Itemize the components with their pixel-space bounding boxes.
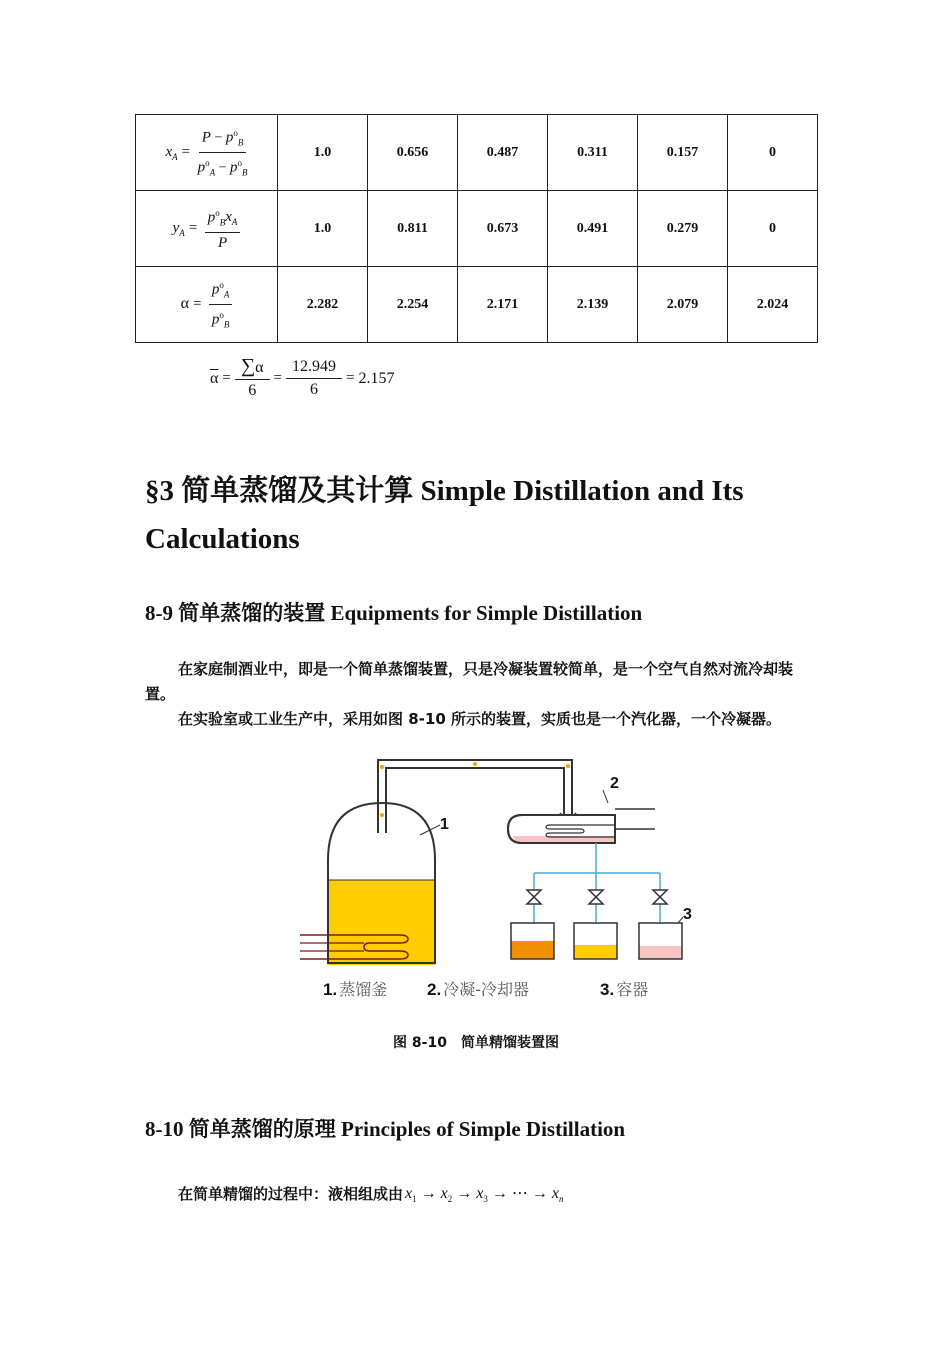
table-cell: 2.079 [638, 267, 728, 343]
table-cell: 0 [728, 191, 818, 267]
legend-condenser: 2. 冷凝-冷却器 [427, 980, 529, 999]
formula-ya: $y_A$ = $\frac{p^o_Bx_A}{P}$ [136, 191, 278, 267]
table-row [136, 191, 818, 267]
formula-xa: $x_A$ = $\frac{P - p^o_B}{p^o_A - p^o_B}$ [136, 115, 278, 191]
table-cell: 1.0 [278, 115, 368, 191]
formula-alpha: α = $\frac{p^o_A}{p^o_B}$ [136, 267, 278, 343]
legend-container: 3. 容器 [600, 980, 649, 999]
subsection-title-8-9: 8-9 简单蒸馏的装置 Equipments for Simple Distillation [145, 601, 643, 625]
table-cell: 2.139 [548, 267, 638, 343]
table-cell: 0.157 [638, 115, 728, 191]
table-cell: 0.311 [548, 115, 638, 191]
table-cell: 0.673 [458, 191, 548, 267]
process-text: 在简单精馏的过程中：液相组成由 [178, 1185, 404, 1204]
process-sentence [178, 1183, 563, 1204]
figure-caption: 图 8-10 简单精馏装置图 [393, 1035, 559, 1051]
table-row [136, 115, 818, 191]
simple-distillation-diagram [290, 755, 690, 1005]
table-cell: 2.254 [368, 267, 458, 343]
average-alpha-result: 2.157 [358, 369, 395, 387]
paragraph-lab-equipment: 在实验室或工业生产中，采用如图 8-10 所示的装置，实质也是一个汽化器，一个冷凝器。 [178, 710, 781, 728]
subsection-title-8-10: 8-10 简单蒸馏的原理 Principles of Simple Distillation [145, 1117, 626, 1141]
label-1: 1 [440, 816, 449, 833]
label-3: 3 [683, 906, 692, 923]
table-cell: 0.656 [368, 115, 458, 191]
average-alpha-formula: $\overline{\alpha}$ = $\frac{\sum\alpha}{6}$ = $\frac{12.949}{6}$ = 2.157 [210, 355, 395, 399]
composition-sequence: $x_1 \to x_2 \to x_3$ → ⋯ → $x_n$ [405, 1185, 564, 1205]
table-cell: 0.487 [458, 115, 548, 191]
table-cell: 2.024 [728, 267, 818, 343]
table-cell: 2.282 [278, 267, 368, 343]
table-cell: 1.0 [278, 191, 368, 267]
table-cell: 2.171 [458, 267, 548, 343]
legend-still: 1. 蒸馏釜 [323, 980, 388, 999]
table-cell: 0.491 [548, 191, 638, 267]
section-title: §3 简单蒸馏及其计算 Simple Distillation and Its Calculations [145, 475, 744, 555]
table-cell: 0 [728, 115, 818, 191]
label-2: 2 [610, 775, 619, 792]
table-row [136, 267, 818, 343]
table-cell: 0.811 [368, 191, 458, 267]
data-table [135, 114, 818, 343]
paragraph-home-brewing: 在家庭制酒业中，即是一个简单蒸馏装置，只是冷凝装置较简单，是一个空气自然对流冷却装置。 [145, 660, 794, 703]
table-cell: 0.279 [638, 191, 728, 267]
